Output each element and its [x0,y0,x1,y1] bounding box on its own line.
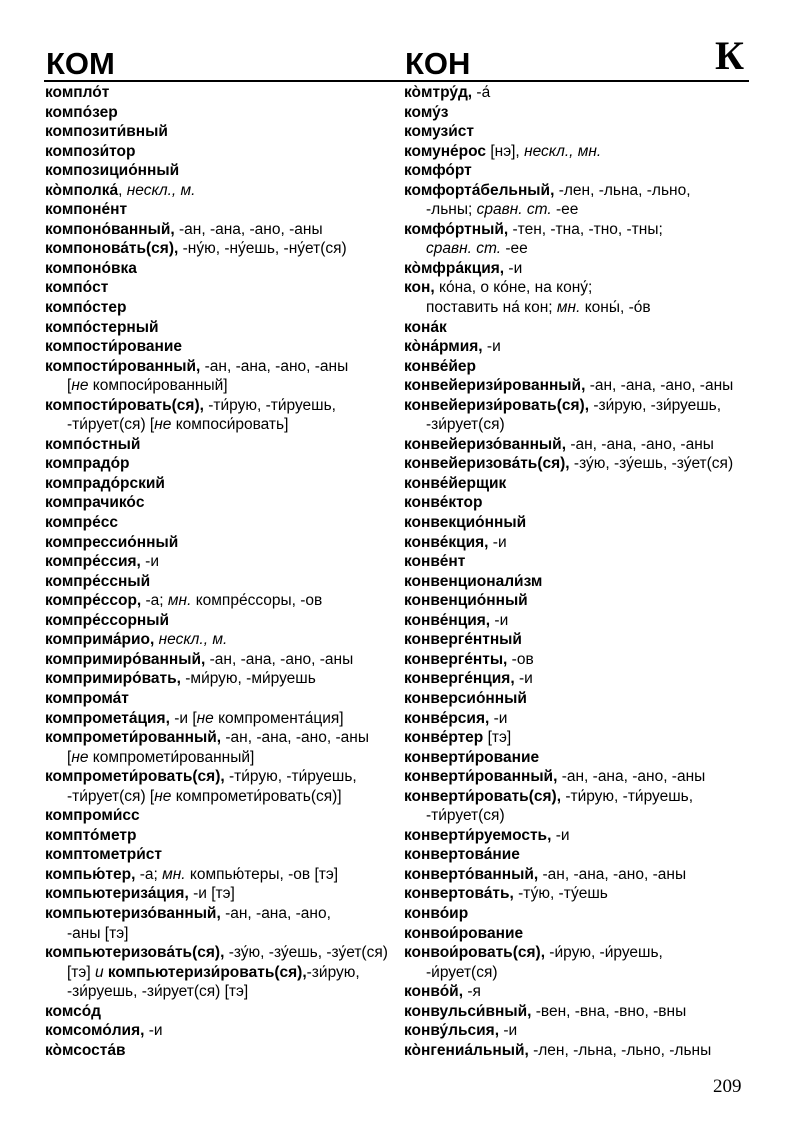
entry-text: -и [тэ] [188,885,235,903]
entry-text: -и [490,611,509,629]
dictionary-entry [404,122,744,142]
headword: компо́стный [45,435,141,453]
headword: ко̀мтру́д, [404,84,473,101]
entry-text: -лен, -льна, -льно, [554,181,691,199]
dictionary-entry [404,650,744,670]
entry-text: -а; [135,865,163,883]
entry-text: -а́ [472,84,491,101]
grammar-note: мн. [167,592,192,610]
entry-text: [тэ] [483,729,512,747]
headword: компью́тер, [45,865,136,883]
headword: компьютериза́ция, [45,885,189,903]
headword: компонова́ть(ся), [45,240,179,258]
entry-text: компоси́рованный] [88,377,228,395]
headword: комптометри́ст [45,846,162,864]
dictionary-entry [45,142,393,162]
headword: компре́ссор, [45,592,142,610]
dictionary-entry [45,513,393,533]
entry-continuation-line [404,200,744,220]
dictionary-entry [45,884,393,904]
entry-text: компоси́ровать] [171,416,289,434]
headword: компо́ст [45,279,109,297]
dictionary-entry [45,220,393,240]
dictionary-entry [404,982,744,1002]
entry-text: -зи́рую, -зи́руешь, [589,396,722,414]
dictionary-entry [404,533,744,553]
dictionary-entry [45,572,393,592]
dictionary-entry [404,689,744,709]
headword: конве́рсия, [404,709,490,727]
entry-text: компромента́ция] [213,709,344,727]
headword: компре́ссорный [45,611,170,629]
grammar-note: не [154,416,172,434]
grammar-note: сравн. ст. [426,240,502,258]
entry-text: компре́ссоры, -ов [191,592,323,610]
entry-text: -ан, -ана, -ано, -аны [566,435,714,453]
entry-text: -ми́рую, -ми́руешь [180,670,316,688]
dictionary-entry [404,591,744,611]
entry-text: -зу́ю, -зу́ешь, -зу́ет(ся) [224,944,388,962]
headword: компо́зер [45,103,118,121]
headword: компрома́т [45,689,129,707]
page-header [44,33,748,81]
entry-text: -ее [501,240,528,258]
entry-text: -и [140,553,159,571]
entry-text: компью́теры, -ов [тэ] [185,865,339,883]
entry-text: -ан, -ана, -ано, -аны [585,377,734,395]
entry-text: -и [ [169,709,197,727]
headword: конвертова́ть, [404,885,514,903]
dictionary-entry [404,826,744,846]
headword: компоно́вка [45,259,137,277]
dictionary-entry [45,181,393,201]
entry-text: -и [482,338,501,356]
headword: компози́тор [45,142,136,160]
dictionary-entry [45,239,393,259]
dictionary-entry [404,220,744,240]
headword: компромети́рованный, [45,729,222,747]
grammar-note: мн. [556,299,581,317]
entry-text: -ан, -ана, -ано, [220,904,331,922]
running-head-left: КОМ [46,46,115,81]
entry-text: -ну́ю, -ну́ешь, -ну́ет(ся) [178,240,347,258]
dictionary-entry [45,337,393,357]
dictionary-entry [404,865,744,885]
dictionary-entry [45,103,393,123]
headword: конвейеризова́ть(ся), [404,455,570,473]
headword: конвои́ровать(ся), [404,944,545,962]
entry-text: [ [67,377,72,395]
dictionary-entry [404,1002,744,1022]
entry-text: -льны; [426,201,477,219]
headword: конвульси́вный, [404,1002,532,1020]
dictionary-entry [45,630,393,650]
entry-text: -ов [507,650,534,668]
entry-continuation-line [404,298,744,318]
grammar-note: мн. [162,865,186,883]
headword: комсо́д [45,1002,102,1020]
dictionary-entry [404,709,744,729]
dictionary-entry [45,865,393,885]
entry-text: -лен, -льна, -льно, -льны [528,1041,712,1059]
entry-text: -ти́рует(ся) [ [67,787,155,805]
headword: ко̀на́рмия, [404,338,483,356]
entry-continuation-line [45,415,393,435]
headword: кон, [404,279,435,297]
dictionary-entry [45,709,393,729]
entry-text: [нэ], [486,142,525,160]
dictionary-entry [45,493,393,513]
right-column [404,83,744,1060]
grammar-note: нескл., м. [158,631,228,649]
headword: компрессио́нный [45,533,179,551]
dictionary-entry [45,259,393,279]
headword: конвекцио́нный [404,514,527,532]
entry-text: -ти́рую, -ти́руешь, [203,396,336,414]
grammar-note: не [71,377,89,395]
headword: конве́нт [404,553,466,571]
entry-text: -зи́руешь, -зи́рует(ся) [тэ] [67,983,249,1001]
headword: компрачико́с [45,494,145,512]
entry-continuation-line [45,787,393,807]
headword: компости́рованный, [45,357,201,375]
dictionary-entry [404,748,744,768]
entry-text: -я [463,983,481,1001]
entry-text: , [118,181,127,199]
headword: комприма́рио, [45,631,155,649]
dictionary-entry [404,884,744,904]
headword: кому́з [404,103,449,121]
entry-text: коны́, -о́в [580,299,651,317]
headword: компло́т [45,84,110,101]
entry-continuation-line [45,748,393,768]
entry-text: -ти́рую, -ти́руешь, [224,768,357,786]
headword: компьютеризо́ванный, [45,904,221,922]
headword: конверти́руемость, [404,826,552,844]
dictionary-entry [404,493,744,513]
dictionary-entry [404,161,744,181]
entry-text: -ту́ю, -ту́ешь [513,885,608,903]
dictionary-entry [45,689,393,709]
entry-text: [ [67,748,72,766]
headword: ко̀нгениа́льный, [404,1041,529,1059]
dictionary-entry [45,728,393,748]
headword: компоне́нт [45,201,128,219]
dictionary-entry [45,161,393,181]
dictionary-entry [404,259,744,279]
headword: конвенцио́нный [404,592,528,610]
page-number: 209 [713,1076,742,1097]
dictionary-entry [404,669,744,689]
headword: компто́метр [45,826,137,844]
headword: комфо́ртный, [404,220,509,238]
entry-text: -и [551,826,570,844]
headword: компримиро́ванный, [45,650,206,668]
entry-text: -ти́рует(ся) [ [67,416,155,434]
entry-text: -зу́ю, -зу́ешь, -зу́ет(ся) [569,455,734,473]
dictionary-entry [404,728,744,748]
dictionary-entry [404,845,744,865]
headword: конво́ир [404,904,469,922]
dictionary-entry [45,806,393,826]
headword: конвертова́ние [404,846,520,864]
dictionary-entry [45,845,393,865]
entry-text: -и [514,670,533,688]
entry-text: -ан, -ана, -ано, -аны [557,768,706,786]
headword: компости́ровать(ся), [45,396,204,414]
entry-text: компромети́рованный] [88,748,255,766]
headword: конве́кция, [404,533,489,551]
dictionary-entry [45,552,393,572]
dictionary-entry [404,513,744,533]
entry-text: -ан, -ана, -ано, -аны [221,729,369,747]
headword: компо́стерный [45,318,159,336]
dictionary-entry [45,396,393,416]
dictionary-entry [404,181,744,201]
dictionary-entry [404,454,744,474]
headword: комфо́рт [404,162,472,180]
headword: компьютеризова́ть(ся), [45,944,225,962]
entry-text: -и [489,709,508,727]
headword: ко̀мфра́кция, [404,259,505,277]
dictionary-entry [404,630,744,650]
left-column [45,83,393,1060]
headword: конвенционали́зм [404,572,543,590]
dictionary-entry [404,318,744,338]
dictionary-entry [404,142,744,162]
headword: композицио́нный [45,162,180,180]
dictionary-entry [45,278,393,298]
headword: компромети́ровать(ся), [45,768,225,786]
entry-text: -ан, -ана, -ано, -аны [174,220,323,238]
dictionary-entry [45,318,393,338]
dictionary-entry [404,787,744,807]
headword: конверти́ровать(ся), [404,787,562,805]
dictionary-entry [404,396,744,416]
entry-text: -ти́рую, -ти́руешь, [561,787,694,805]
entry-text: -тен, -тна, -тно, -тны; [508,220,663,238]
dictionary-entry [45,650,393,670]
entry-text: -зи́рую, [306,963,360,981]
entry-continuation-line [45,376,393,396]
dictionary-entry [45,1002,393,1022]
dictionary-entry [404,924,744,944]
entry-text: -аны [тэ] [67,924,129,942]
headword: компоно́ванный, [45,220,175,238]
entry-text: -и [488,533,507,551]
headword: композити́вный [45,123,168,141]
entry-text: -ан, -ана, -ано, -аны [205,650,354,668]
dictionary-entry [45,357,393,377]
headword: конверти́рованный, [404,768,558,786]
dictionary-entry [45,1041,393,1061]
dictionary-entry [404,474,744,494]
dictionary-entry [45,122,393,142]
headword: компре́сс [45,514,118,532]
headword: конво́й, [404,983,464,1001]
entry-text: -ти́рует(ся) [426,807,505,825]
grammar-note: нескл., мн. [524,142,602,160]
entry-text: компромети́ровать(ся)] [171,787,342,805]
headword: комуне́рос [404,142,487,160]
headword: комузи́ст [404,123,474,141]
headword: конве́йер [404,357,476,375]
entry-text: -и [504,259,523,277]
entry-text: -и [499,1022,518,1040]
grammar-note: не [71,748,89,766]
dictionary-entry [45,533,393,553]
dictionary-entry [404,103,744,123]
entry-text: -зи́рует(ся) [426,416,505,434]
entry-text: -а; [141,592,168,610]
dictionary-entry [45,669,393,689]
entry-text: -ан, -ана, -ано, -аны [200,357,349,375]
dictionary-entry [404,943,744,963]
headword: ко̀мполка́ [45,181,119,199]
dictionary-entry [45,943,393,963]
header-rule [44,80,749,82]
headword: компрадо́рский [45,474,165,492]
grammar-note: и [94,963,104,981]
headword: компримиро́вать, [45,670,181,688]
headword: компре́ссия, [45,553,141,571]
headword: компроми́сс [45,807,140,825]
dictionary-entry [404,1041,744,1061]
dictionary-entry [45,904,393,924]
dictionary-entry [404,572,744,592]
headword: конверто́ванный, [404,865,539,883]
dictionary-entry [45,1021,393,1041]
headword: компромета́ция, [45,709,170,727]
headword: конве́ртер [404,729,484,747]
headword: комсомо́лия, [45,1022,145,1040]
entry-continuation-line [404,963,744,983]
dictionary-entry [404,435,744,455]
entry-text: -и́рует(ся) [426,963,498,981]
headword: конве́нция, [404,611,491,629]
dictionary-entry [404,83,744,103]
grammar-note: не [154,787,172,805]
headword: конву́льсия, [404,1022,500,1040]
grammar-note: нескл., м. [126,181,196,199]
entry-text: -и́рую, -и́руешь, [545,944,663,962]
entry-continuation-line [404,239,744,259]
headword: компо́стер [45,299,127,317]
headword: компре́ссный [45,572,151,590]
dictionary-entry [45,826,393,846]
dictionary-entry [45,611,393,631]
entry-text: ко́на, о ко́не, на кону́; [434,279,593,297]
dictionary-entry [45,591,393,611]
section-letter: К [714,33,744,78]
headword: ко̀мсоста́в [45,1041,126,1059]
headword: конвейеризи́ровать(ся), [404,396,590,414]
entry-continuation-line [45,924,393,944]
dictionary-entry [404,767,744,787]
dictionary-entry [45,298,393,318]
entry-text: -ее [551,201,579,219]
entry-text: -ан, -ана, -ано, -аны [538,865,687,883]
dictionary-entry [404,357,744,377]
headword: конвейеризо́ванный, [404,435,567,453]
dictionary-entry [404,337,744,357]
headword: конверсио́нный [404,689,527,707]
dictionary-entry [404,611,744,631]
dictionary-entry [45,435,393,455]
grammar-note: не [196,709,214,727]
entry-text: -и [144,1022,163,1040]
headword: конвои́рование [404,924,524,942]
headword: конвейеризи́рованный, [404,377,586,395]
grammar-note: сравн. ст. [476,201,552,219]
entry-text: поставить на́ кон; [426,299,557,317]
dictionary-entry [404,904,744,924]
headword: компости́рование [45,338,183,356]
dictionary-entry [404,278,744,298]
dictionary-entry [45,767,393,787]
headword: компрадо́р [45,455,130,473]
entry-continuation-line [404,415,744,435]
dictionary-entry [404,552,744,572]
entry-continuation-line [404,806,744,826]
headword: комфорта́бельный, [404,181,555,199]
dictionary-entry [404,1021,744,1041]
headword: компьютеризи́ровать(ся), [107,963,307,981]
entry-continuation-line [45,963,393,983]
headword: конверге́нция, [404,670,515,688]
entry-text: [тэ] [67,963,95,981]
headword: конверге́нтный [404,631,522,649]
dictionary-entry [404,376,744,396]
headword: конверти́рование [404,748,540,766]
entry-text: -вен, -вна, -вно, -вны [531,1002,687,1020]
dictionary-entry [45,200,393,220]
headword: кона́к [404,318,447,336]
dictionary-entry [45,83,393,103]
dictionary-entry [45,474,393,494]
running-head-center: КОН [405,46,471,81]
headword: конве́йерщик [404,474,507,492]
headword: конверге́нты, [404,650,508,668]
headword: конве́ктор [404,494,483,512]
dictionary-entry [45,454,393,474]
entry-continuation-line [45,982,393,1002]
